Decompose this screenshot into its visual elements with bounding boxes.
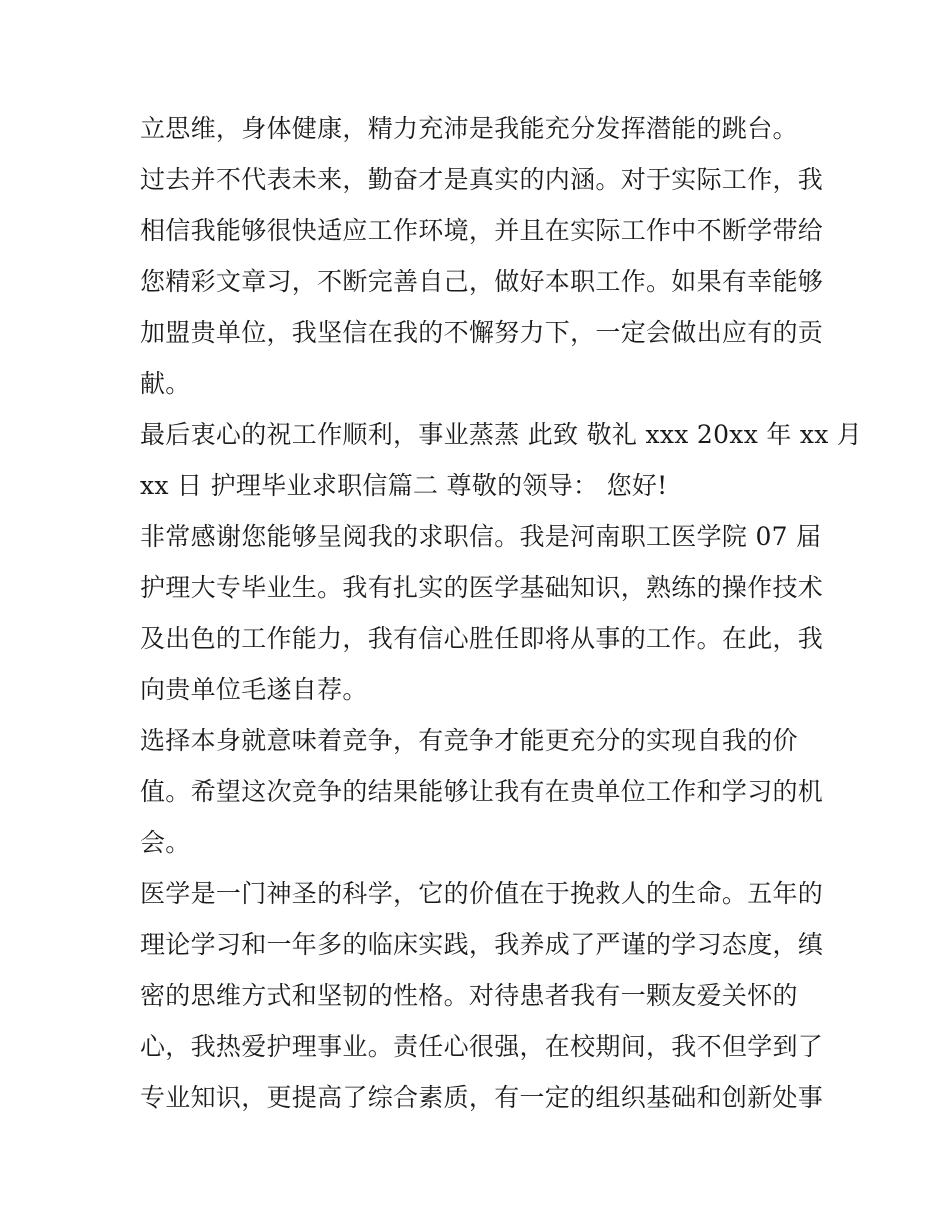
text-line: 最后衷心的祝工作顺利，事业蒸蒸 此致 敬礼 xxx 20xx 年 xx 月 — [140, 420, 863, 449]
text-line: 值。希望这次竞争的结果能够让我有在贵单位工作和学习的机 — [140, 777, 824, 806]
text-line: 您精彩文章习，不断完善自己，做好本职工作。如果有幸能够 — [140, 267, 824, 296]
text-line: 立思维，身体健康，精力充沛是我能充分发挥潜能的跳台。 — [140, 114, 798, 143]
text-line: xx 日 护理毕业求职信篇二 尊敬的领导： 您好! — [140, 471, 668, 500]
text-line: 向贵单位毛遂自荐。 — [140, 675, 368, 704]
text-line: 相信我能够很快适应工作环境，并且在实际工作中不断学带给 — [140, 216, 824, 245]
text-line: 医学是一门神圣的科学，它的价值在于挽救人的生命。五年的 — [140, 879, 824, 908]
text-line: 选择本身就意味着竞争，有竞争才能更充分的实现自我的价 — [140, 726, 798, 755]
text-line: 过去并不代表未来，勤奋才是真实的内涵。对于实际工作，我 — [140, 165, 824, 194]
text-line: 密的思维方式和坚韧的性格。对待患者我有一颗友爱关怀的 — [140, 981, 798, 1010]
text-line: 献。 — [140, 369, 191, 398]
text-line: 专业知识，更提高了综合素质，有一定的组织基础和创新处事 — [140, 1083, 824, 1112]
text-line: 加盟贵单位，我坚信在我的不懈努力下，一定会做出应有的贡 — [140, 318, 824, 347]
text-line: 护理大专毕业生。我有扎实的医学基础知识，熟练的操作技术 — [140, 573, 824, 602]
text-line: 会。 — [140, 828, 191, 857]
text-line: 及出色的工作能力，我有信心胜任即将从事的工作。在此，我 — [140, 624, 824, 653]
text-line: 理论学习和一年多的临床实践，我养成了严谨的学习态度，缜 — [140, 930, 824, 959]
text-line: 非常感谢您能够呈阅我的求职信。我是河南职工医学院 07 届 — [140, 522, 822, 551]
text-line: 心，我热爱护理事业。责任心很强，在校期间，我不但学到了 — [140, 1032, 824, 1061]
